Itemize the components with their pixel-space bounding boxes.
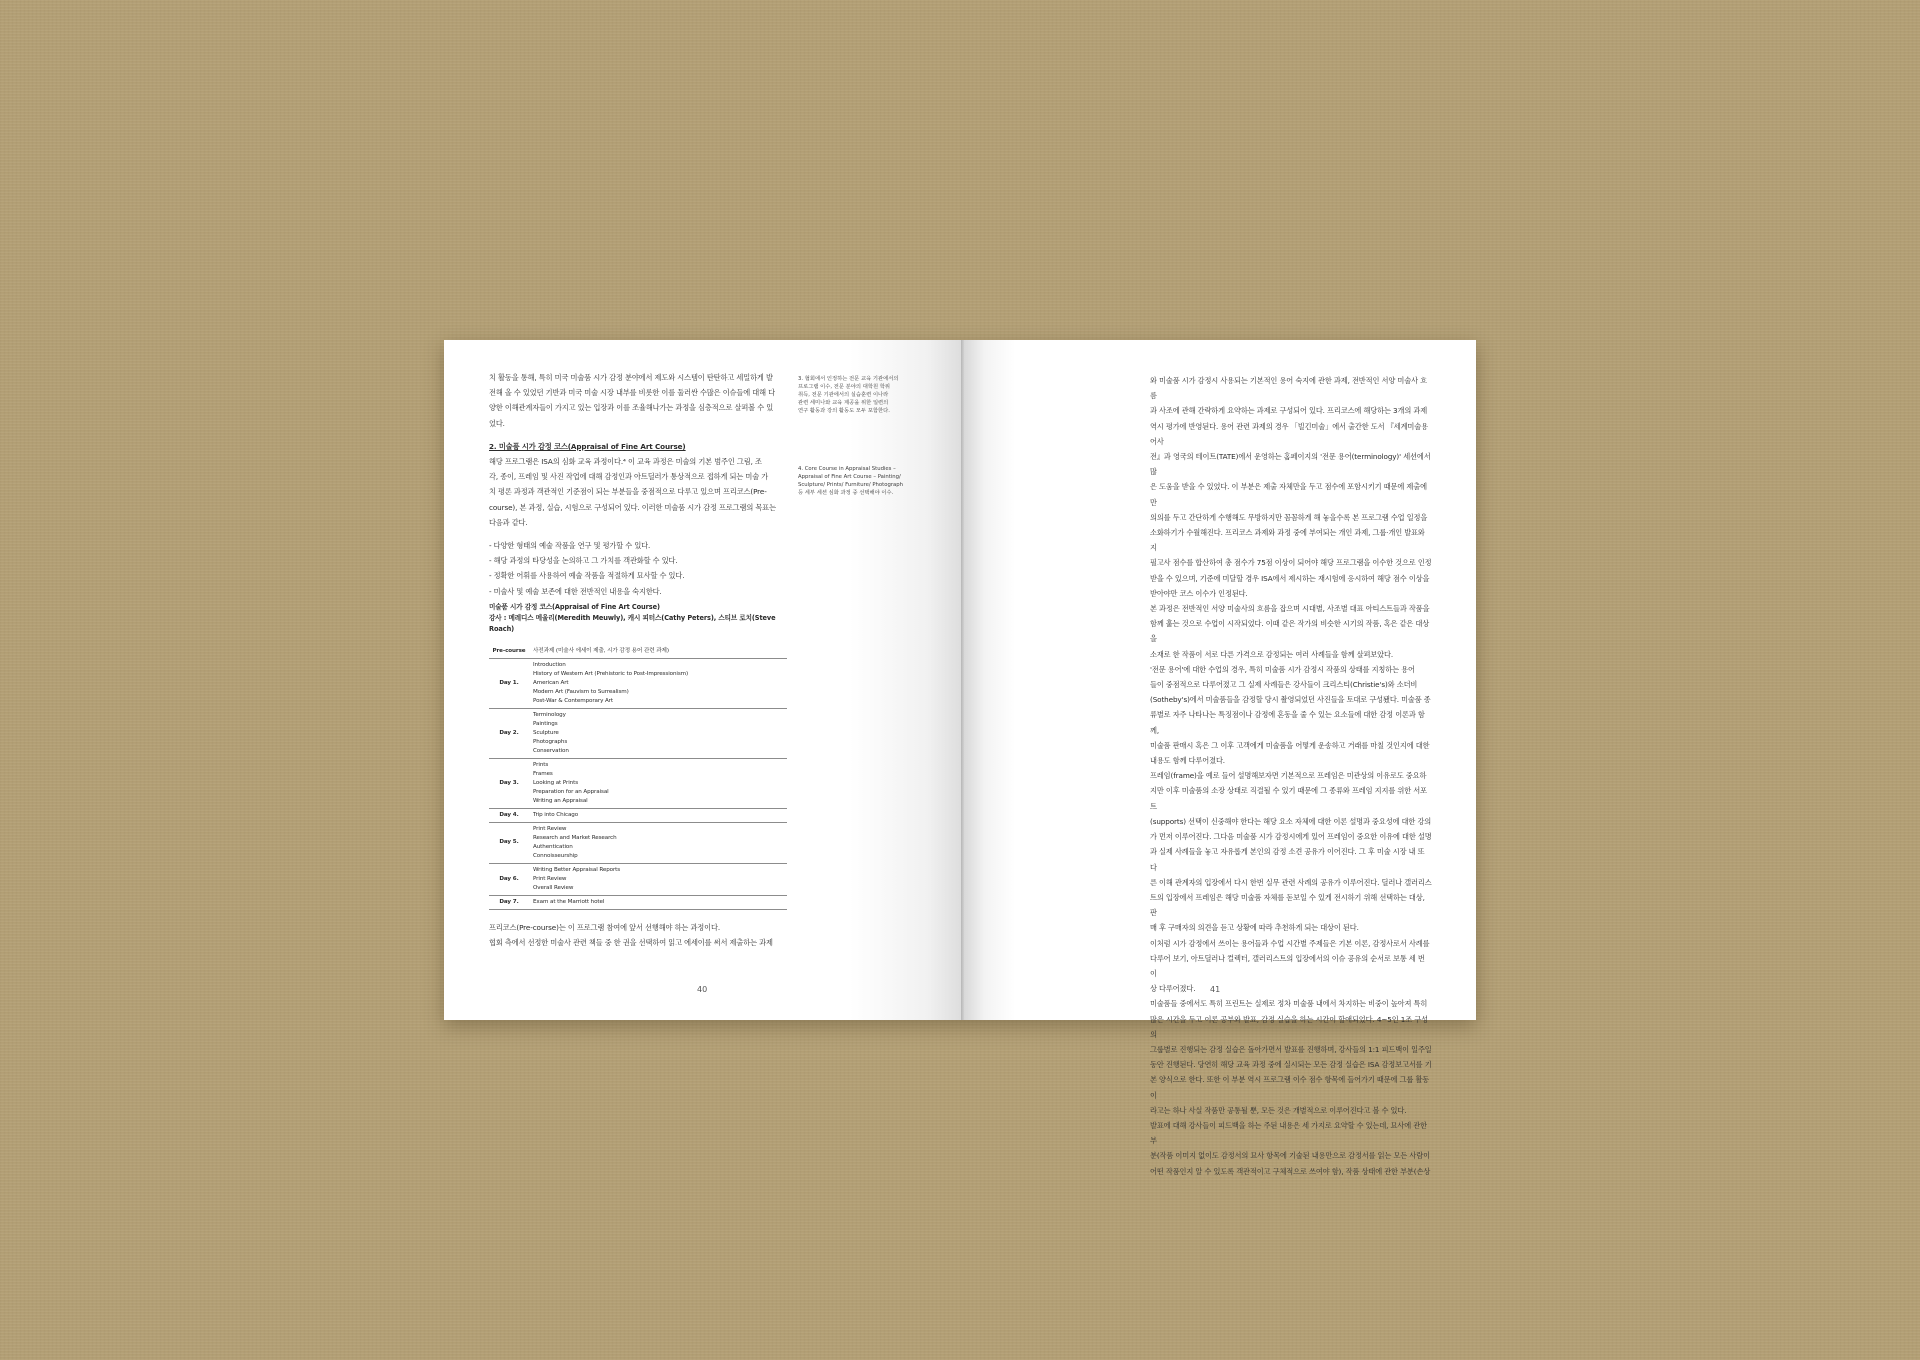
goal-list	[489, 538, 789, 599]
text-line: 동안 진행된다. 당연히 해당 교육 과정 중에 실시되는 모든 감정 실습은 ISA 감정보고서를 기	[1150, 1060, 1432, 1070]
schedule-item: Overall Review	[533, 884, 574, 891]
precourse-paragraph	[489, 920, 789, 950]
schedule-day: Day 1.	[489, 658, 529, 708]
text-line: 역시 평가에 반영된다. 용어 관련 과제의 경우 「빌긴미술」에서 출간한 도서 『세계미술용어사	[1150, 421, 1428, 446]
text-line: (Sotheby's)에서 미술품들을 감정할 당시 촬영되었던 사진들을 토대로 구성됐다. 미술품 종	[1150, 695, 1431, 705]
schedule-item: Photographs	[533, 738, 568, 745]
schedule-row	[489, 895, 787, 909]
text-line: 들이 중점적으로 다루어졌고 그 실제 사례들은 강사들이 크리스티(Christie's)와 소더비	[1150, 680, 1418, 690]
schedule-items	[529, 895, 787, 909]
schedule-day: Day 4.	[489, 808, 529, 822]
text-line: 과 실제 사례들을 놓고 자유롭게 본인의 감정 소견 공유가 이어진다. 그 후 미술 시장 내 또 다	[1150, 847, 1425, 872]
schedule-item: Research and Market Research	[533, 834, 617, 841]
text-line: '전문 용어'에 대한 수업의 경우, 특히 미술품 시가 감정시 작품의 상태를 지칭하는 용어	[1150, 664, 1415, 674]
schedule-item: Looking at Prints	[533, 779, 579, 786]
footnote-line: 관련 세미나와 교육 제공을 위한 일련의	[798, 400, 889, 406]
left-page	[444, 340, 964, 1020]
text-line: 지만 이후 미술품의 소장 상태로 직결될 수 있기 때문에 그 종류와 프레임 지지를 위한 서포트	[1150, 786, 1427, 811]
schedule-items	[529, 863, 787, 895]
text-line: 소화하기가 수월해진다. 프리코스 과제와 과정 중에 부여되는 개인 과제, 그룹·개인 발표와 지	[1150, 528, 1425, 553]
intro-paragraph	[489, 370, 789, 431]
text-line: 은 도움을 받을 수 있었다. 이 부분은 제출 자체만을 두고 점수에 포함시키기 때문에 제출에만	[1150, 482, 1427, 507]
text-line: 많은 시간을 두고 이론 공부와 발표, 감정 실습을 하는 시간이 할애되었다. 4~5인 1조 구성의	[1150, 1014, 1428, 1039]
text-line: 함께 훑는 것으로 수업이 시작되었다. 이때 같은 작가의 비슷한 시기의 작품, 혹은 같은 대상을	[1150, 619, 1430, 644]
text-line: 본 양식으로 한다. 또한 이 부분 역시 프로그램 이수 점수 항목에 들어가기 때문에 그룹 활동이	[1150, 1075, 1430, 1100]
text-line: 치 활동을 통해, 특히 미국 미술품 시가 감정 분야에서 제도와 시스템이 탄탄하고 세밀하게 발	[489, 373, 773, 382]
text-line: 다루어 보기, 아트딜러나 컬렉터, 갤러리스트의 입장에서의 이슈 공유의 순서로 보통 세 번 이	[1150, 953, 1425, 978]
footnote-line: 4. Core Course in Appraisal Studies –	[798, 466, 896, 472]
schedule-item: Post-War & Contemporary Art	[533, 697, 613, 704]
schedule-items	[529, 708, 787, 758]
schedule-item: Prints	[533, 761, 549, 768]
schedule-item: Authentication	[533, 843, 573, 850]
text-line: 프리코스(Pre-course)는 이 프로그램 참여에 앞서 선행해야 하는 과정이다.	[489, 922, 721, 932]
text-line: 어떤 작품인지 알 수 있도록 객관적이고 구체적으로 쓰여야 함), 작품 상태에 관한 부분(손상	[1150, 1166, 1431, 1176]
right-page	[964, 340, 1476, 1176]
schedule-item: Print Review	[533, 875, 567, 882]
text-line: 미술품들 중에서도 특히 프린트는 실제로 정차 미술품 내에서 차지하는 비중이 높아져 특히	[1150, 999, 1428, 1009]
schedule-items	[529, 658, 787, 708]
open-book	[444, 340, 1476, 1176]
left-body	[489, 370, 789, 950]
schedule-items	[529, 808, 787, 822]
section-title: 2. 미술품 시가 감정 코스(Appraisal of Fine Art Course)	[489, 441, 686, 451]
schedule-item: Writing an Appraisal	[533, 797, 588, 804]
footnote-line: 프로그램 이수, 전문 분야의 대학원 학위	[798, 384, 890, 390]
schedule-item: Paintings	[533, 720, 558, 727]
schedule-row	[489, 645, 787, 659]
schedule-day: Day 2.	[489, 708, 529, 758]
text-line: 른 이해 관계자의 입장에서 다시 한번 실무 관련 사례의 공유가 이루어진다. 딜러나 갤러리스	[1150, 877, 1432, 887]
text-line: 발표에 대해 강사들이 피드백을 하는 주된 내용은 세 가지로 요약할 수 있는데, 묘사에 관한 부	[1150, 1120, 1427, 1146]
text-line: 받아야만 코스 이수가 인정된다.	[1150, 588, 1248, 598]
text-line: 프레임(frame)을 예로 들어 설명해보자면 기본적으로 프레임은 미관상의 이유로도 중요하	[1150, 771, 1427, 781]
schedule-row	[489, 708, 787, 758]
text-line: 전해 올 수 있었던 기반과 미국 미술 시장 내부를 비롯한 이를 둘러싼 수많은 이슈들에 대해 다	[489, 388, 775, 398]
schedule-item: 사전과제 (미술사 에세이 제출, 시가 감정 용어 관련 과제)	[533, 647, 669, 654]
text-line: course), 본 과정, 실습, 시험으로 구성되어 있다. 이러한 미술품 시가 감정 프로그램의 목표는	[489, 502, 776, 512]
schedule-item: Writing Better Appraisal Reports	[533, 866, 621, 873]
schedule-item: Introduction	[533, 661, 566, 668]
text-line: 받을 수 있으며, 기준에 미달할 경우 ISA에서 제시하는 재시험에 응시하여 해당 점수 이상을	[1150, 573, 1430, 583]
schedule-day: Day 5.	[489, 822, 529, 863]
schedule-item: American Art	[533, 679, 569, 686]
schedule-row	[489, 758, 787, 808]
page-number-right: 41	[1210, 985, 1221, 994]
goal-item: - 미술사 및 예술 보존에 대한 전반적인 내용을 숙지한다.	[489, 586, 662, 596]
text-line: 매 후 구매자의 의견을 듣고 상황에 따라 추천하게 되는 대상이 된다.	[1150, 923, 1359, 933]
text-line: 다음과 같다.	[489, 517, 528, 527]
schedule-item: History of Western Art (Prehistoric to Post-Impressionism)	[533, 670, 689, 677]
text-line: 소재로 한 작품이 서로 다른 가격으로 감정되는 여러 사례들을 함께 살펴보았다.	[1150, 649, 1394, 659]
footnote-line: 취득, 전문 기관에서의 실습훈련 이나라	[798, 392, 889, 398]
schedule-item: Connoisseurship	[533, 852, 578, 859]
schedule-items	[529, 822, 787, 863]
text-line: 이처럼 시가 감정에서 쓰이는 용어들과 수업 시간별 주제들은 기본 이론, 감정사로서 사례를	[1150, 938, 1430, 948]
text-line: 필고사 점수를 합산하여 총 점수가 75점 이상이 되어야 해당 프로그램을 이수한 것으로 인정	[1150, 558, 1432, 568]
text-line: 양한 이해관계자들이 가지고 있는 입장과 이를 조율해나가는 과정을 심층적으로 살펴볼 수 있	[489, 403, 774, 413]
schedule-item: Conservation	[533, 747, 569, 754]
schedule-table	[489, 645, 787, 910]
schedule-items	[529, 645, 787, 659]
goal-item: - 다양한 형태의 예술 작품을 연구 및 평가할 수 있다.	[489, 541, 651, 551]
footnote-line: 등 세부 세션 심화 과정 중 선택해야 이수.	[798, 490, 894, 496]
text-line: 해당 프로그램은 ISA의 심화 교육 과정이다.⁴ 이 교육 과정은 미술의 기본 범주인 그림, 조	[489, 457, 762, 467]
text-line: 과 사조에 관해 간략하게 요약하는 과제로 구성되어 있다. 프리코스에 해당하는 3개의 과제	[1150, 406, 1428, 416]
schedule-item: Trip into Chicago	[533, 811, 579, 818]
text-line: 와 미술품 시가 감정시 사용되는 기본적인 용어 숙지에 관한 과제, 전반적인 서양 미술사 흐름	[1150, 376, 1427, 401]
goal-item: - 해당 과정의 타당성을 논의하고 그 가치를 객관화할 수 있다.	[489, 556, 678, 566]
footnote-line: Appraisal of Fine Art Course – Painting/	[798, 474, 901, 480]
text-line: (supports) 선택이 신중해야 한다는 해당 요소 자체에 대한 이론 설명과 중요성에 대한 강의	[1150, 816, 1432, 826]
schedule-day: Pre-course	[489, 645, 529, 659]
schedule-items	[529, 758, 787, 808]
text-line: 내용도 함께 다루어졌다.	[1150, 756, 1225, 766]
text-line: 전』과 영국의 테이트(TATE)에서 운영하는 홈페이지의 '전문 용어(terminology)' 세션에서 많	[1150, 452, 1431, 477]
text-line: 트의 입장에서 프레임은 해당 미술품 자체를 돋보일 수 있게 전시하기 위해 선택하는 대상, 판	[1150, 892, 1425, 918]
text-line: 협회 측에서 선정한 미술사 관련 책들 중 한 권을 선택하여 읽고 에세이를 써서 제출하는 과제	[489, 938, 773, 948]
text-line: 었다.	[489, 418, 505, 428]
schedule-item: Terminology	[533, 711, 566, 718]
text-line: 치 평론 과정과 객관적인 기준점이 되는 부분들을 중점적으로 다루고 있으며 프리코스(Pre-	[489, 487, 767, 497]
schedule-item: Preparation for an Appraisal	[533, 788, 609, 795]
schedule-item: Exam at the Marriott hotel	[533, 898, 605, 905]
schedule-item: Modern Art (Fauvism to Surrealism)	[533, 688, 629, 695]
course-title: 미술품 시가 감정 코스(Appraisal of Fine Art Course)	[489, 602, 660, 611]
text-line: 류별로 자주 나타나는 특징점이나 감정에 혼동을 줄 수 있는 요소들에 대한 감정 이론과 함께,	[1150, 710, 1425, 735]
schedule-row	[489, 658, 787, 708]
goal-item: - 정확한 어휘를 사용하여 예술 작품을 적절하게 묘사할 수 있다.	[489, 571, 685, 581]
text-line: 상 다루어졌다.	[1150, 984, 1196, 994]
text-line: 미술품 판매시 혹은 그 이후 고객에게 미술품을 어떻게 운송하고 거래를 마칠 것인지에 대한	[1150, 740, 1430, 750]
footnote-line: Sculpture/ Prints/ Furniture/ Photograph	[798, 482, 903, 488]
text-line: 본 과정은 전반적인 서양 미술사의 흐름을 잡으며 시대별, 사조별 대표 아티스트들과 작품을	[1150, 604, 1430, 614]
footnote-line: 3. 협회에서 인정하는 전문 교육 기관에서의	[798, 376, 899, 382]
schedule-day: Day 7.	[489, 895, 529, 909]
schedule-item: Sculpture	[533, 729, 559, 736]
text-line: 가 먼저 이루어진다. 그다음 미술품 시가 감정시에게 있어 프레임이 중요한 이유에 대한 설명	[1150, 832, 1432, 842]
text-line: 각, 종이, 프레임 및 사진 작업에 대해 감정인과 아트딜러가 통상적으로 접하게 되는 미술 가	[489, 472, 769, 482]
text-line: 그룹별로 진행되는 감정 실습은 돌아가면서 발표를 진행하며, 강사들의 1:1 피드백이 일주일	[1150, 1044, 1432, 1054]
text-line: 분(작품 이미지 없이도 감정서의 묘사 항목에 기술된 내용만으로 감정서를 읽는 모든 사람이	[1150, 1151, 1430, 1161]
schedule-item: Frames	[533, 770, 553, 777]
section-paragraph	[489, 454, 789, 530]
schedule-day: Day 3.	[489, 758, 529, 808]
footnote-3	[798, 375, 918, 415]
schedule-item: Print Review	[533, 825, 567, 832]
footnote-line: 연구 활동과 강의 활동도 모두 포함한다.	[798, 408, 890, 414]
schedule-row	[489, 822, 787, 863]
text-line: 라고는 하나 사실 작품만 공통될 뿐, 모든 것은 개별적으로 이루어진다고 볼 수 있다.	[1150, 1105, 1407, 1115]
schedule-day: Day 6.	[489, 863, 529, 895]
course-instructors: 강사 : 메레디스 메울리(Meredith Meuwly), 캐시 피터스(Cathy Peters), 스티브 로치(Steve Roach)	[489, 613, 776, 633]
schedule-row	[489, 863, 787, 895]
right-body	[1150, 373, 1433, 1179]
page-number-left: 40	[697, 985, 708, 994]
schedule-row	[489, 808, 787, 822]
footnote-4	[798, 465, 918, 497]
text-line: 의의를 두고 간단하게 수행해도 무방하지만 꼼꼼하게 해 놓을수록 본 프로그램 수업 일정을	[1150, 512, 1428, 522]
